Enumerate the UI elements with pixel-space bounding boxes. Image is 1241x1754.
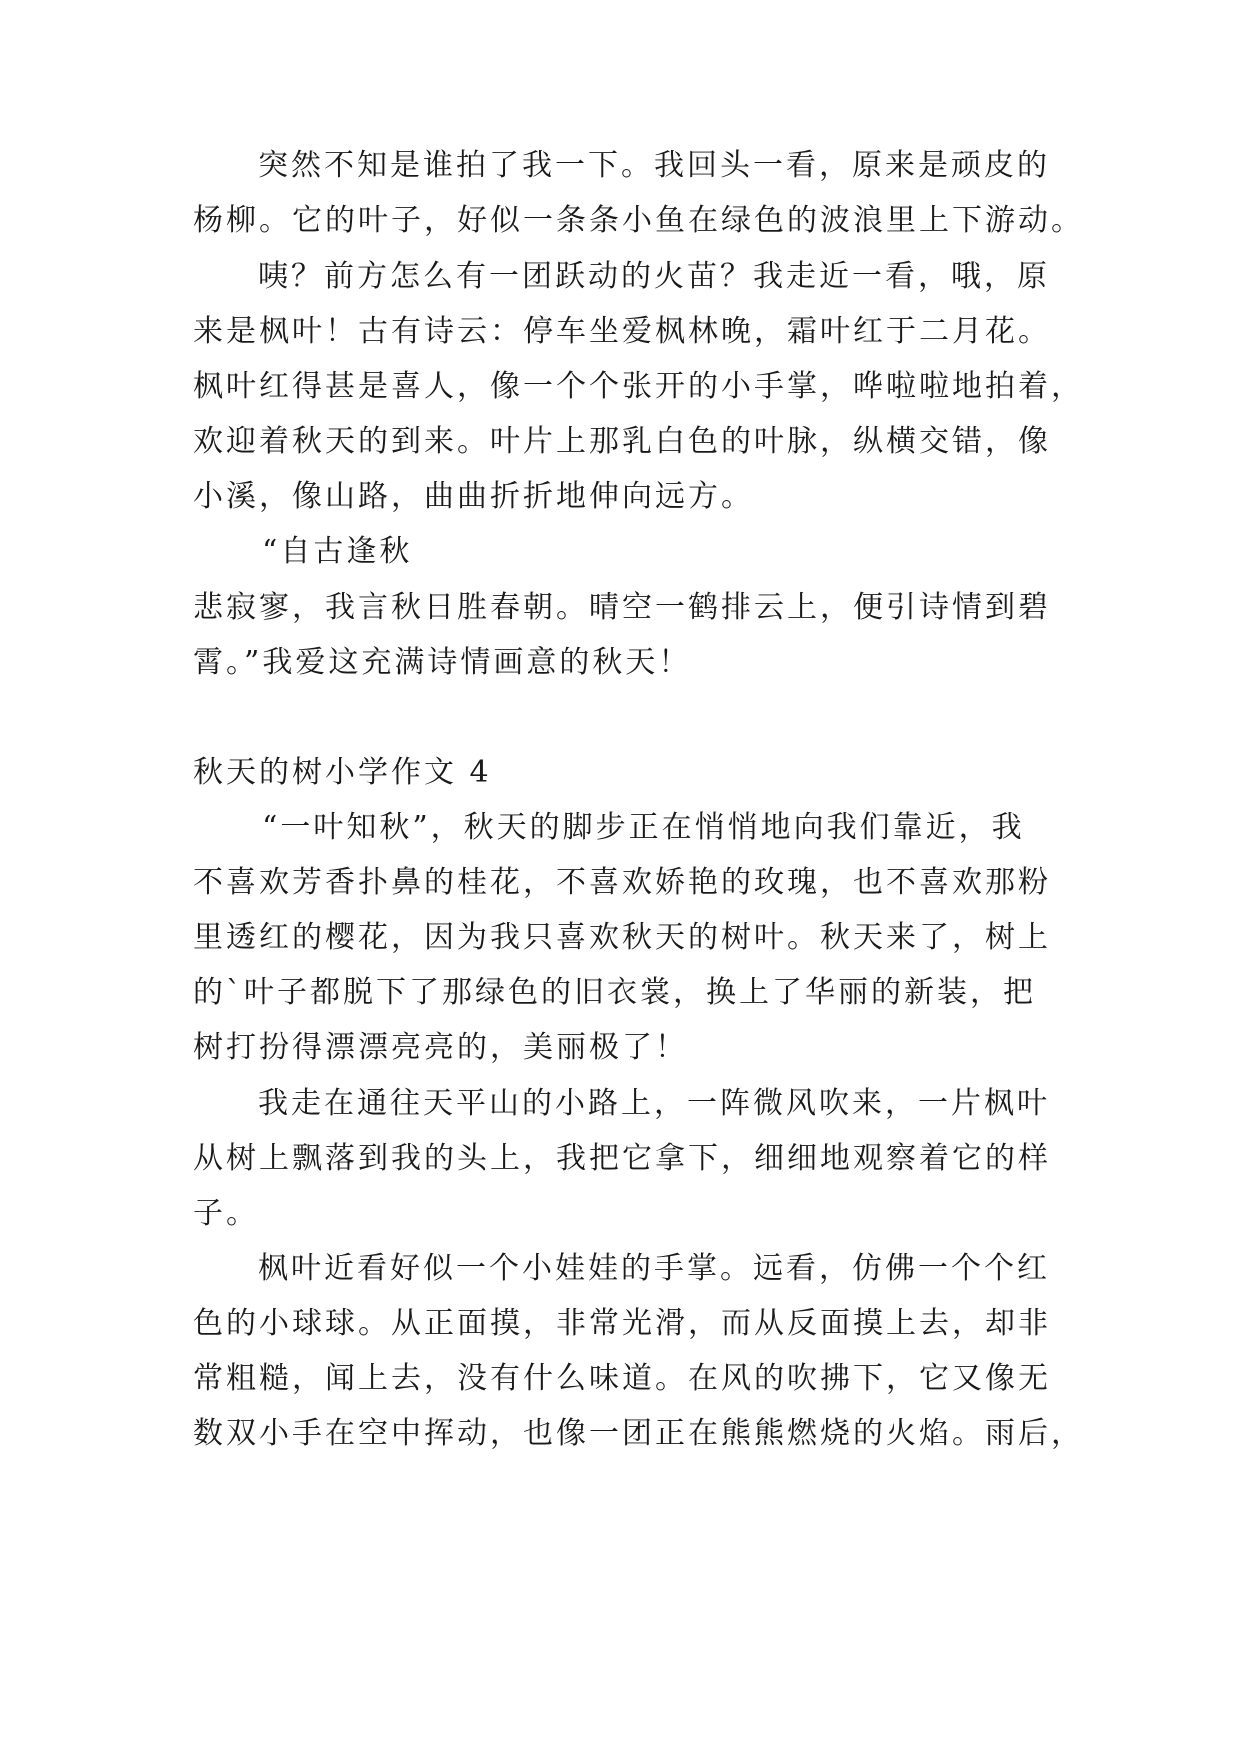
paragraph-6-line-2: 色的小球球。从正面摸，非常光滑，而从反面摸上去，却非 <box>193 1306 1051 1341</box>
paragraph-5-line-1: 我走在通往天平山的小路上，一阵微风吹来，一片枫叶 <box>258 1086 1050 1121</box>
paragraph-1-line-1: 突然不知是谁拍了我一下。我回头一看，原来是顽皮的 <box>258 148 1050 183</box>
paragraph-4-line-3: 里透红的樱花，因为我只喜欢秋天的树叶。秋天来了，树上 <box>193 920 1051 955</box>
paragraph-5-line-2: 从树上飘落到我的头上，我把它拿下，细细地观察着它的样 <box>193 1141 1051 1176</box>
section-title: 秋天的树小学作文 4 <box>193 755 492 790</box>
paragraph-1-line-2: 杨柳。它的叶子，好似一条条小鱼在绿色的波浪里上下游动。 <box>193 203 1084 238</box>
paragraph-6-line-4: 数双小手在空中挥动，也像一团正在熊熊燃烧的火焰。雨后， <box>193 1416 1084 1451</box>
paragraph-2-line-1: 咦？前方怎么有一团跃动的火苗？我走近一看，哦，原 <box>258 259 1050 294</box>
paragraph-6-line-3: 常粗糙，闻上去，没有什么味道。在风的吹拂下，它又像无 <box>193 1361 1051 1396</box>
paragraph-2-line-2: 来是枫叶！古有诗云：停车坐爱枫林晚，霜叶红于二月花。 <box>193 314 1051 349</box>
paragraph-3-line-3: 霄。”我爱这充满诗情画意的秋天！ <box>193 645 692 680</box>
paragraph-3-line-1: “自古逢秋 <box>262 534 413 569</box>
paragraph-2-line-4: 欢迎着秋天的到来。叶片上那乳白色的叶脉，纵横交错，像 <box>193 424 1051 459</box>
paragraph-2-line-5: 小溪，像山路，曲曲折折地伸向远方。 <box>193 479 754 514</box>
paragraph-4-line-4: 的`叶子都脱下了那绿色的旧衣裳，换上了华丽的新装，把 <box>193 975 1036 1010</box>
paragraph-4-line-1: “一叶知秋”，秋天的脚步正在悄悄地向我们靠近，我 <box>262 810 1025 845</box>
paragraph-6-line-1: 枫叶近看好似一个小娃娃的手掌。远看，仿佛一个个红 <box>258 1251 1050 1286</box>
paragraph-5-line-3: 子。 <box>193 1196 259 1231</box>
paragraph-2-line-3: 枫叶红得甚是喜人，像一个个张开的小手掌，哗啦啦地拍着， <box>193 369 1084 404</box>
paragraph-4-line-2: 不喜欢芳香扑鼻的桂花，不喜欢娇艳的玫瑰，也不喜欢那粉 <box>193 865 1051 900</box>
paragraph-4-line-5: 树打扮得漂漂亮亮的，美丽极了！ <box>193 1030 688 1065</box>
paragraph-3-line-2: 悲寂寥，我言秋日胜春朝。晴空一鹤排云上，便引诗情到碧 <box>193 590 1051 625</box>
